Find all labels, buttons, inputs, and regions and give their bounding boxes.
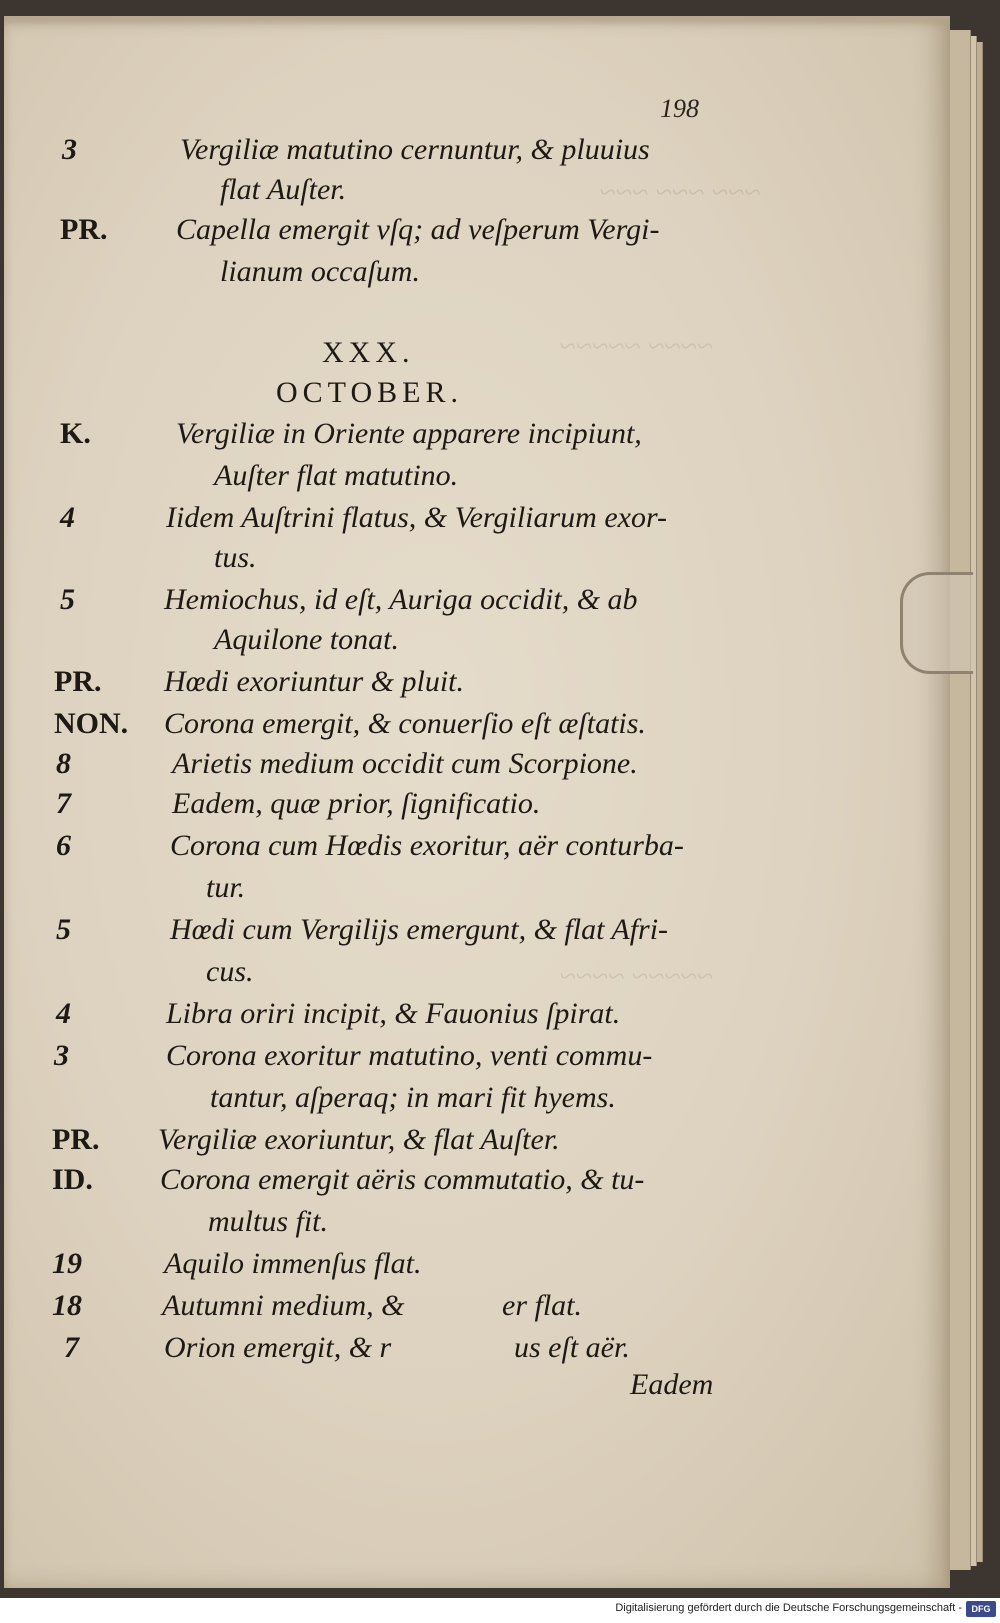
entry-line: Hœdi cum Vergiliјs emergunt, & flat Afri- — [170, 913, 669, 946]
day-marker: 7 — [56, 787, 71, 820]
day-marker: 7 — [64, 1331, 79, 1364]
day-marker: PR. — [52, 1123, 100, 1156]
day-marker: PR. — [54, 665, 102, 698]
entry-line: Aquilone tonat. — [214, 623, 399, 656]
entry-line: Capella emergit vſq; ad veſperum Vergi- — [176, 213, 660, 246]
bleed-through: ~~~ ~~~ ~~~ — [600, 176, 762, 209]
entry-line: Vergiliæ matutino cernuntur, & pluuius — [180, 133, 650, 166]
entry-line: Hemiochus, id eſt, Auriga occidit, & ab — [164, 583, 638, 616]
day-marker: NON. — [54, 707, 129, 740]
day-marker: 8 — [56, 747, 71, 780]
entry-line: Vergiliæ exoriuntur, & flat Auſter. — [158, 1123, 560, 1156]
entry-line: Libra oriri incipit, & Fauonius ſpirat. — [166, 997, 621, 1030]
entry-line: Corona cum Hœdis exoritur, aër conturba- — [170, 829, 684, 862]
entry-line: Eadem, quæ prior, ſignificatio. — [172, 787, 541, 820]
day-marker: 3 — [54, 1039, 69, 1072]
day-marker: 3 — [62, 133, 77, 166]
entry-line: Auſter flat matutino. — [214, 459, 459, 492]
footer-credit: Digitalisierung gefördert durch die Deutsche Forschungsgemeinschaft - — [615, 1602, 962, 1614]
footer-bar — [0, 1598, 1000, 1623]
day-marker: K. — [60, 417, 91, 450]
dfg-logo-icon: DFG — [966, 1601, 996, 1617]
day-marker: 5 — [56, 913, 71, 946]
entry-line: Corona emergit aëris commutatio, & tu- — [160, 1163, 645, 1196]
day-marker: PR. — [60, 213, 108, 246]
bleed-through: ~~~~~ ~~~~ — [560, 960, 714, 993]
section-number: XXX. — [322, 336, 415, 369]
bleed-through: ~~~~ ~~~~~ — [560, 330, 714, 363]
entry-line: Autumni medium, & — [162, 1289, 405, 1322]
page-number: 198 — [660, 94, 699, 123]
catchword: Eadem — [630, 1368, 714, 1401]
page-tab — [900, 572, 973, 674]
month-heading: OCTOBER. — [276, 376, 463, 409]
day-marker: 4 — [60, 501, 75, 534]
entry-line: Orion emergit, & r — [164, 1331, 392, 1364]
entry-line: tantur, aſperaq; in mari fit hyems. — [210, 1081, 616, 1114]
entry-line: Iidem Auſtrini flatus, & Vergiliarum exor- — [166, 501, 668, 534]
entry-line: Hœdi exoriuntur & pluit. — [164, 665, 464, 698]
entry-line: tur. — [206, 871, 246, 904]
entry-line: flat Auſter. — [220, 173, 347, 206]
entry-line: Corona exoritur matutino, venti commu- — [166, 1039, 653, 1072]
entry-line: lianum occaſum. — [220, 255, 420, 288]
entry-line: multus fit. — [208, 1205, 329, 1238]
entry-line-fragment: us eſt aër. — [514, 1331, 630, 1364]
page-top-shadow — [4, 16, 950, 26]
entry-line: Arietis medium occidit cum Scorpione. — [172, 747, 638, 780]
day-marker: 5 — [60, 583, 75, 616]
entry-line: Aquilo immenſus flat. — [164, 1247, 422, 1280]
day-marker: ID. — [52, 1163, 93, 1196]
day-marker: 19 — [52, 1247, 82, 1280]
entry-line: Vergiliæ in Oriente apparere incipiunt, — [176, 417, 642, 450]
entry-line: tus. — [214, 541, 257, 574]
day-marker: 18 — [52, 1289, 82, 1322]
entry-line-fragment: er flat. — [502, 1289, 582, 1322]
entry-line: cus. — [206, 955, 254, 988]
day-marker: 4 — [56, 997, 71, 1030]
day-marker: 6 — [56, 829, 71, 862]
entry-line: Corona emergit, & conuerſio eſt æſtatis. — [164, 707, 646, 740]
